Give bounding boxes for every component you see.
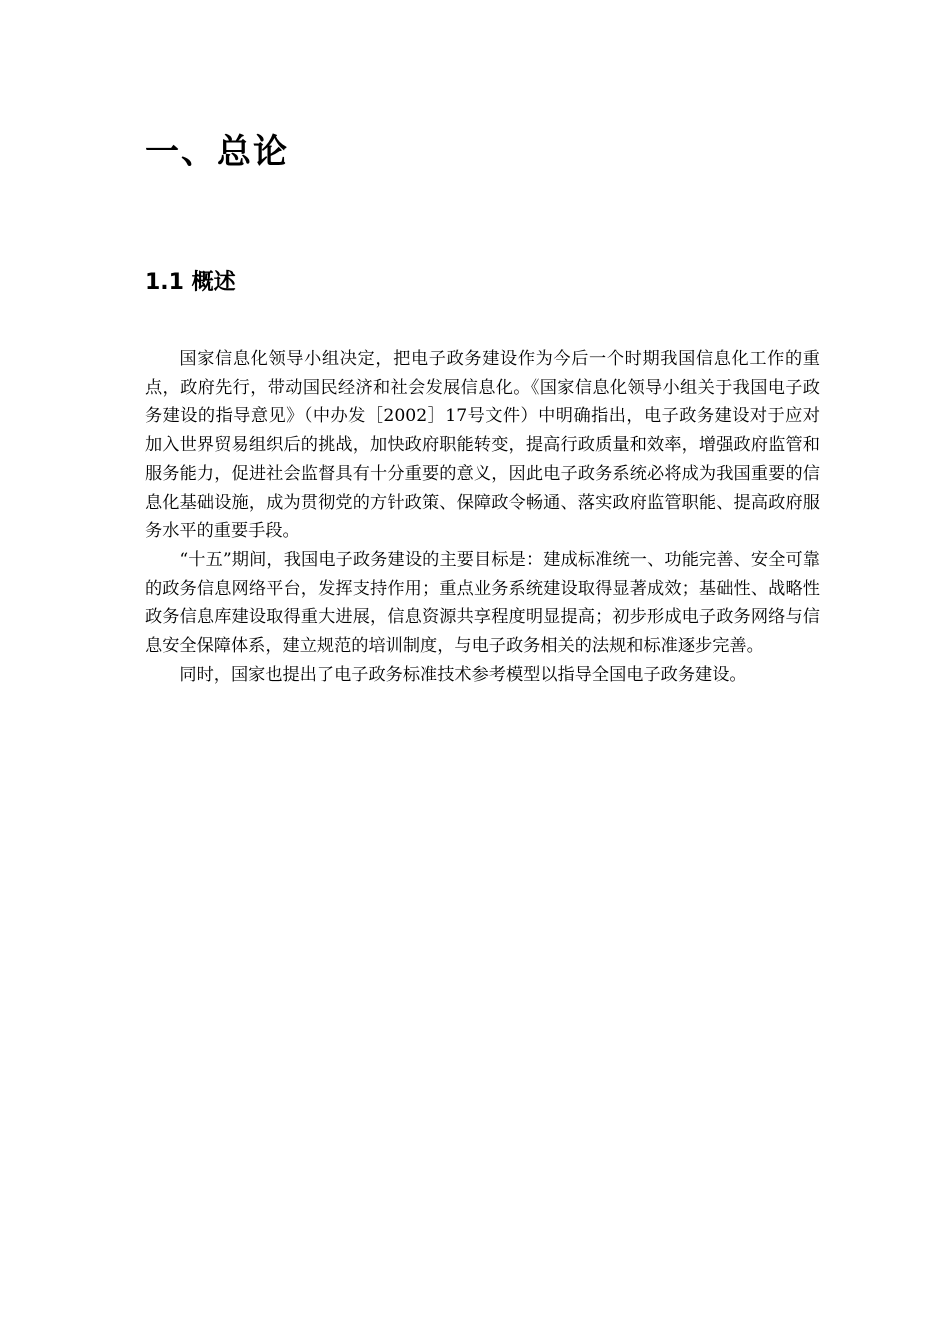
paragraph-reference-model: 同时，国家也提出了电子政务标准技术参考模型以指导全国电子政务建设。 <box>179 664 747 685</box>
paragraph-overview: 国家信息化领导小组决定，把电子政务建设作为今后一个时期我国信息化工作的重点，政府先行，带动国民经济和社会发展信息化。《国家信息化领导小组关于我国电子政务建设的指导意见》（中办发［2002］17号文件）中明确指出，电子政务建设对于应对加入世界贸易组织后的挑战，加快政府职能转变，提高行政质量和效率，增强政府监管和服务能力，促进社会监督具有十分重要的意义，因此电子政务系统必将成为我国重要的信息化基础设施，成为贯彻党的方针政策、保障政令畅通、落实政府监管职能、提高政府服务水平的重要手段。 <box>145 349 820 542</box>
section-title: 1.1 概述 <box>145 270 236 295</box>
paragraph-goals: “十五”期间，我国电子政务建设的主要目标是：建成标准统一、功能完善、安全可靠的政务信息网络平台，发挥支持作用；重点业务系统建设取得显著成效；基础性、战略性政务信息库建设取得重大进展，信息资源共享程度明显提高；初步形成电子政务网络与信息安全保障体系，建立规范的培训制度，与电子政务相关的法规和标准逐步完善。 <box>145 549 820 657</box>
chapter-title: 一、总论 <box>145 132 289 172</box>
body-text <box>145 345 820 689</box>
